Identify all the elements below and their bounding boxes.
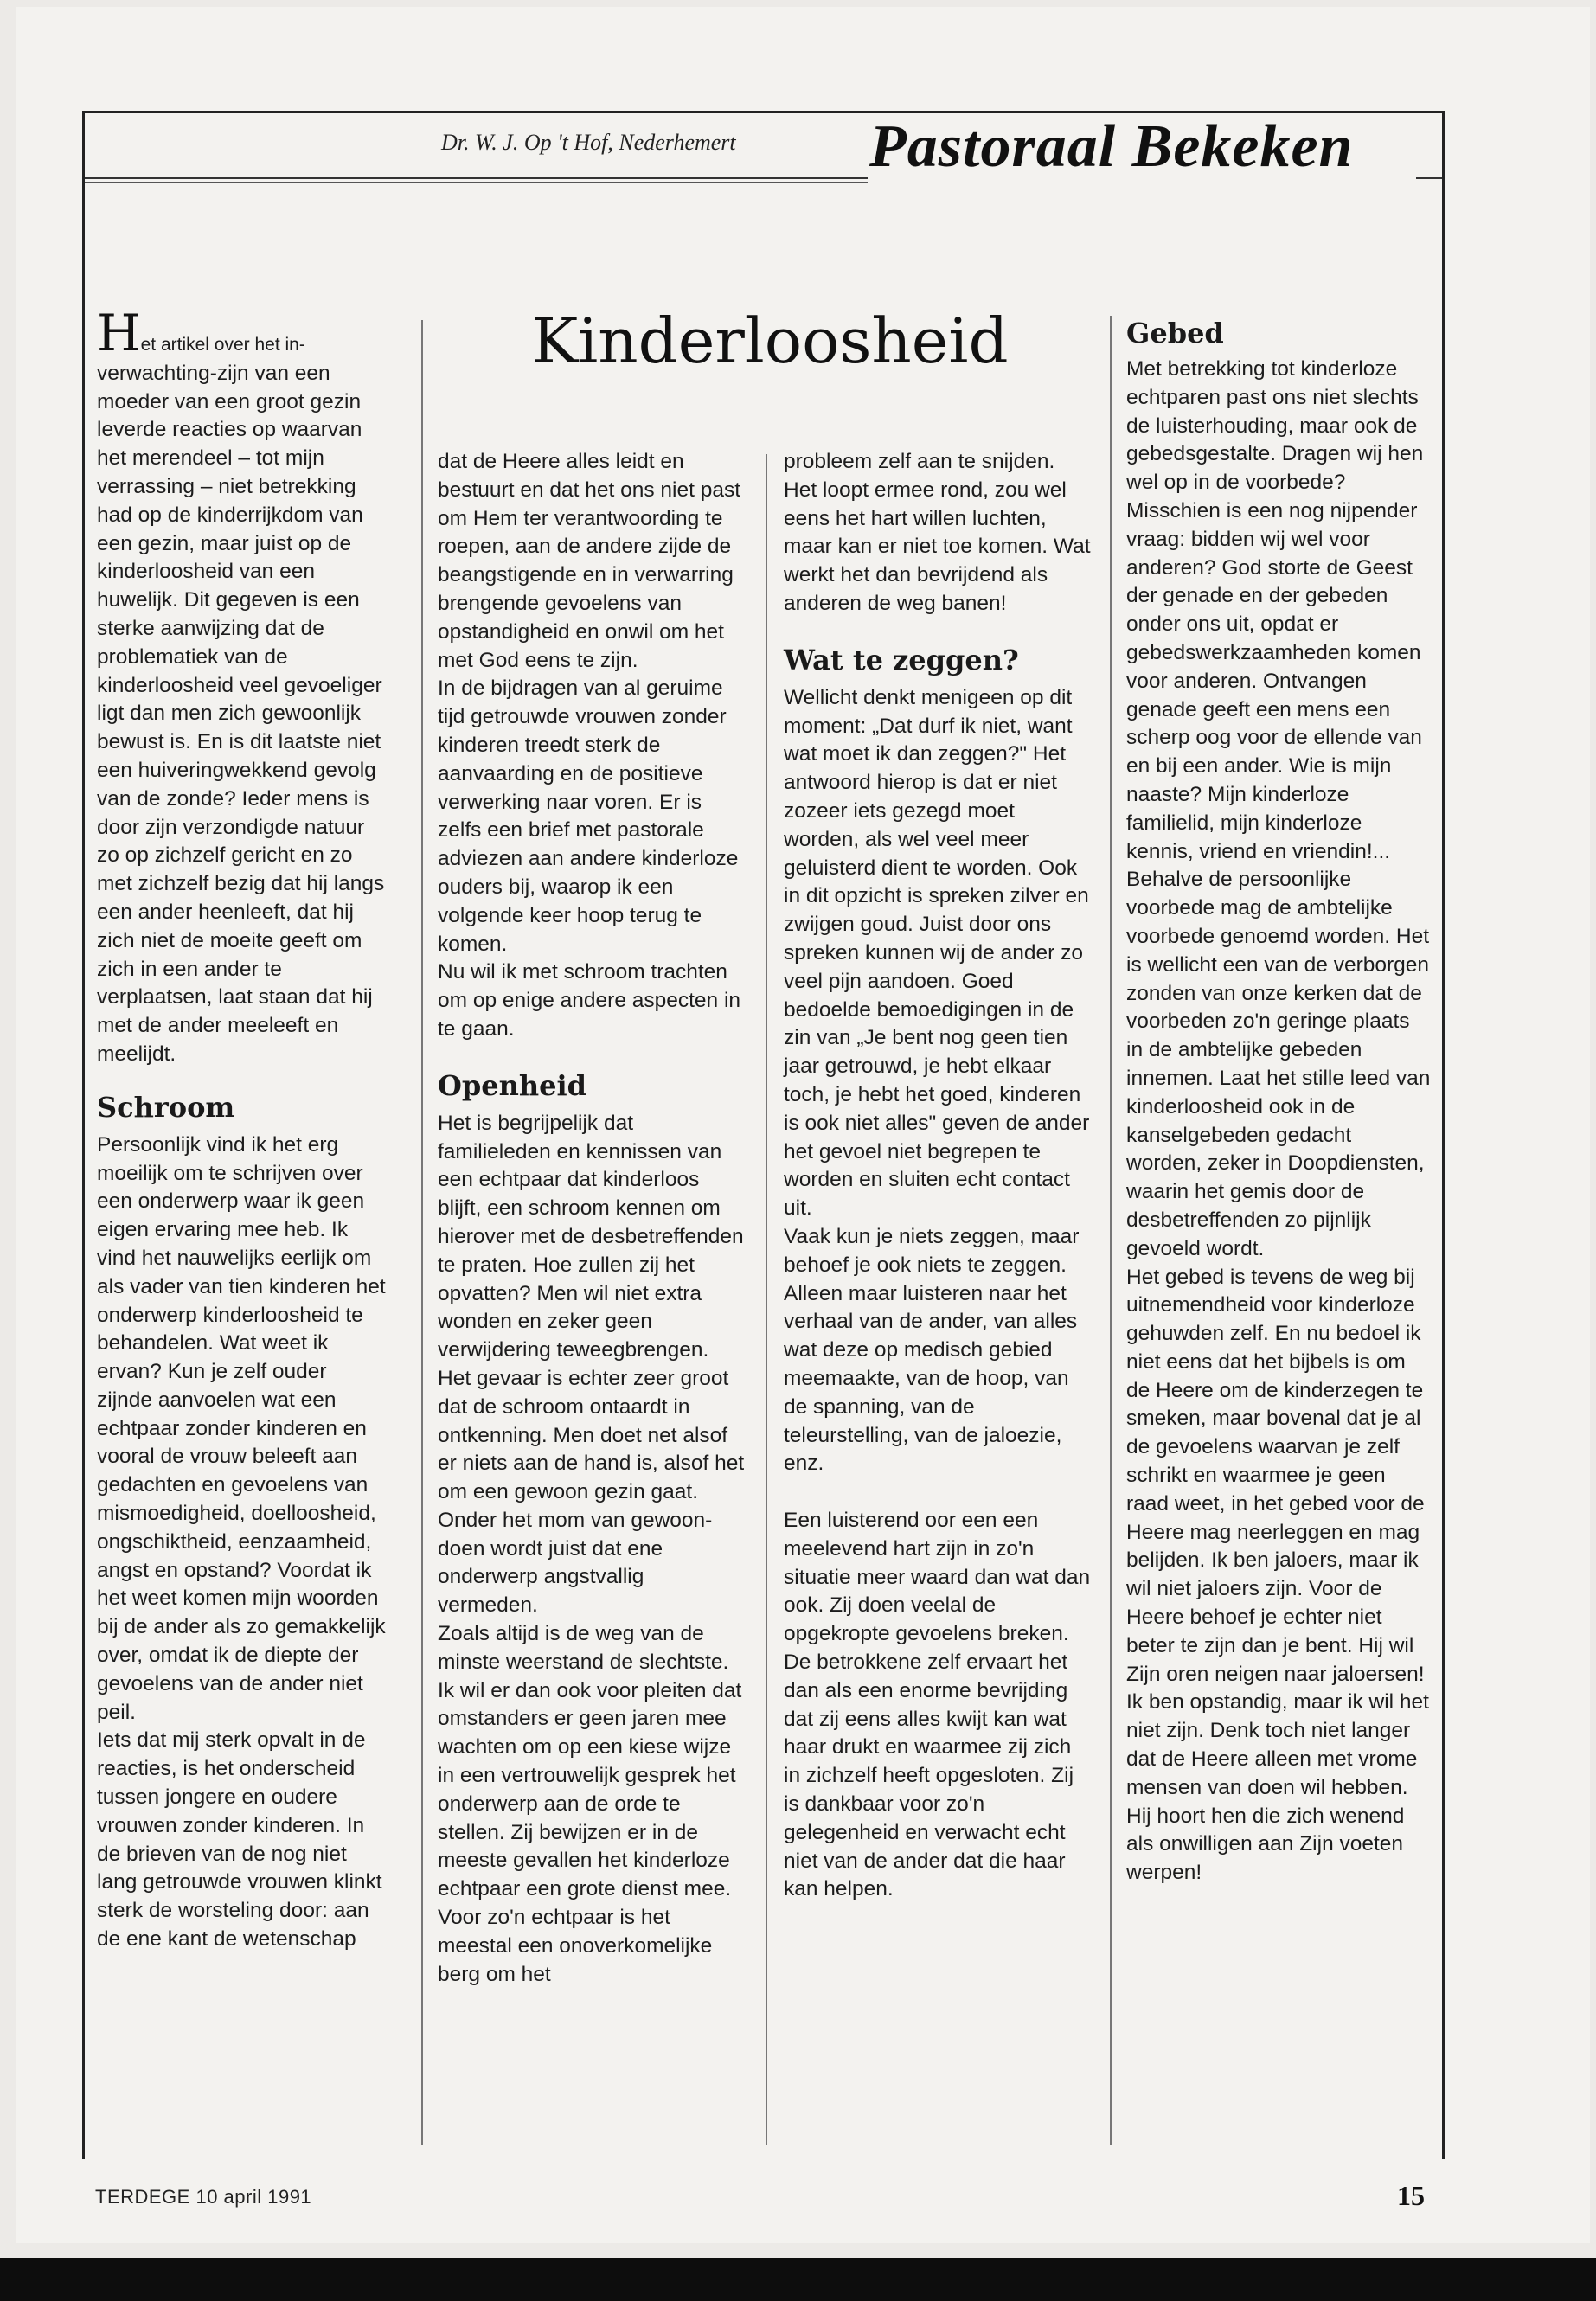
heading-schroom: Schroom [97,1090,235,1124]
column-divider-3 [1110,316,1112,2145]
paragraph: Nu wil ik met schroom trachten om op enige andere aspecten in te gaan. [438,960,741,1041]
paragraph: Zoals altijd is de weg van de minste weerstand de slechtste. Ik wil er dan ook voor pleiten dat omstanders er geen jaren mee wachten om op een kiese wijze in een vertrouwelijk gesprek het onderwerp aan de orde te stellen. Zij bewijzen er in de meeste gevallen het kinderloze echtpaar een grote dienst mee. Voor zo'n echtpaar is het meestal een onoverkomelijke berg om het [438,1622,742,1986]
paragraph: dat de Heere alles leidt en bestuurt en dat het ons niet past om Hem ter verantwoording te roepen, aan de andere zijde de beangstigende en in verwarring brengende gevoelens van opstandigheid en onwil om het met God eens te zijn. [438,450,741,672]
column-2 [438,448,745,1989]
paragraph: probleem zelf aan te snijden. Het loopt ermee rond, zou wel eens het hart willen luchten, maar kan er niet toe komen. Wat werkt het dan bevrijdend als anderen de weg banen! [784,450,1091,615]
section-title: Pastoraal Bekeken [869,113,1354,180]
intro-paragraph [97,304,387,1069]
paragraph: Vaak kun je niets zeggen, maar behoef je ook niets te zeggen. Alleen maar luisteren naar het verhaal van de ander, van alles wat deze op medisch gebied meemaakte, van de hoop, van de spanning, van de teleurstelling, van de jaloezie, enz. [784,1224,1080,1476]
heading-openheid: Openheid [438,1068,587,1102]
author-byline: Dr. W. J. Op 't Hof, Nederhemert [441,130,736,155]
drop-cap: H [97,304,141,362]
column-4 [1126,316,1431,1888]
page-number: 15 [1397,2180,1425,2211]
paragraph: Persoonlijk vind ik het erg moeilijk om te schrijven over een onderwerp waar ik geen eigen ervaring mee heb. Ik vind het nauwelijks eerlijk om als vader van tien kinderen het onderwerp kinderloosheid te behandelen. Wat weet ik ervan? Kun je zelf ouder zijnde aanvoelen wat een echtpaar zonder kinderen en vooral de vrouw beleeft aan gedachten en gevoelens van mismoedigheid, doelloosheid, ongschiktheid, eenzaamheid, angst en opstand? Voordat ik het weet komen mijn woorden bij de ander als zo gemakkelijk over, omdat ik de diepte der gevoelens van de ander niet peil. [97,1132,386,1724]
column-1 [97,304,387,1954]
frame-left-border [82,111,85,2159]
column-divider-1 [421,320,423,2145]
paragraph: Een luisterend oor een een meelevend hart zijn in zo'n situatie meer waard dan wat dan ook. Zij doen veelal de opgekropte gevoelens breken. De betrokkene zelf ervaart het dan als een enorme bevrijding dat zij eens alles kwijt kan wat haar drukt en waarmee zij zich in zichzelf heeft opgesloten. Zij is dankbaar voor zo'n gelegenheid en verwacht echt niet van de ander dat die haar kan helpen. [784,1509,1091,1901]
header-rule-thin [85,182,868,183]
heading-gebed: Gebed [1126,317,1224,349]
intro-lead: et artikel over het in- [140,335,305,355]
paragraph: Wellicht denkt menigeen op dit moment: „Dat durf ik niet, want wat moet ik dan zeggen?" Het antwoord hierop is dat er niet zozeer iets gezegd moet worden, als wel veel meer geluisterd dient te worden. Ook in dit opzicht is spreken zilver en zwijgen goud. Juist door ons spreken kunnen wij de ander zo veel pijn aandoen. Goed bedoelde bemoedigingen in de zin van „Je bent nog geen tien jaar getrouwd, je hebt elkaar toch, je hebt het goed, kinderen is ook niet alles" geven de ander het gevoel niet begrepen te worden en sluiten echt contact uit. [784,685,1090,1221]
column-divider-2 [766,454,767,2145]
heading-wat-te-zeggen: Wat te zeggen? [784,643,1019,676]
article-title: Kinderloosheid [531,304,1009,377]
frame-right-border [1442,111,1445,2159]
column-3 [784,448,1091,1904]
paragraph: Het gebed is tevens de weg bij uitnemendheid voor kinderloze gehuwden zelf. En nu bedoel ik niet eens dat het bijbels is om de Heere om de kinderzegen te smeken, maar bovenal dat je al de gevoelens waarvan je zelf schrikt en waarmee je geen raad weet, in het gebed voor de Heere mag neerleggen en mag belijden. Ik ben jaloers, maar ik wil niet jaloers zijn. Voor de Heere behoef je echter niet beter te zijn dan je bent. Hij wil Zijn oren neigen naar jaloersen! Ik ben opstandig, maar ik wil het niet zijn. Denk toch niet langer dat de Heere alleen met vrome mensen van doen wil hebben. Hij hoort hen die zich wenend als onwilligen aan Zijn voeten werpen! [1126,1265,1429,1885]
paragraph: Met betrekking tot kinderloze echtparen past ons niet slechts de luisterhouding, maar ook de gebedsgestalte. Dragen wij hen wel op in de voorbede? Misschien is een nog nijpender vraag: bidden wij wel voor anderen? God storte de Geest der genade en der gebeden onder ons uit, opdat er gebedswerkzaamheden komen voor anderen. Ontvangen genade geeft een mens een scherp oog voor de ellende van en bij een ander. Wie is mijn naaste? Mijn kinderloze familielid, mijn kinderloze kennis, vriend en vriendin!... [1126,357,1424,863]
paragraph: Het is begrijpelijk dat familieleden en kennissen van een echtpaar dat kinderloos blijft, een schroom kennen om hierover met de desbetreffenden te praten. Hoe zullen zij het opvatten? Men wil niet extra wonden en zeker geen verwijdering teweegbrengen. Het gevaar is echter zeer groot dat de schroom ontaardt in ontkenning. Men doet net alsof er niets aan de hand is, alsof het om een gewoon gezin gaat. [438,1111,745,1504]
intro-text: verwachting-zijn van een moeder van een groot gezin leverde reacties op waarvan het merendeel – tot mijn verrassing – niet betrekking had op de kinderrijkdom van een gezin, maar juist op de kinderloosheid van een huwelijk. Dit gegeven is een sterke aanwijzing dat de problematiek van de kinderloosheid veel gevoeliger ligt dan men zich gewoonlijk bewust is. En is dit laatste niet een huiveringwekkend gevolg van de zonde? Ieder mens is door zijn verzondigde natuur zo op zichzelf gericht en zo met zichzelf bezig dat hij langs een ander heenleeft, dat hij zich niet de moeite geeft om zich in een ander te verplaatsen, laat staan dat hij met de ander meeleeft en meelijdt. [97,361,385,1066]
paragraph: Behalve de persoonlijke voorbede mag de ambtelijke voorbede genoemd worden. Het is wellicht een van de verborgen zonden van onze kerken dat de voorbeden zo'n geringe plaats in de ambtelijke gebeden innemen. Laat het stille leed van kinderloosheid ook in de kanselgebeden gedacht worden, zeker in Doopdiensten, waarin het gemis door de desbetreffenden zo pijnlijk gevoeld wordt. [1126,868,1431,1260]
magazine-footer: TERDEGE 10 april 1991 [95,2186,312,2208]
header-rule [85,177,868,179]
paragraph: Iets dat mij sterk opvalt in de reacties, is het onderscheid tussen jongere en oudere vrouwen zonder kinderen. In de brieven van de nog niet lang getrouwde vrouwen klinkt sterk de worsteling door: aan de ene kant de wetenschap [97,1728,382,1952]
scan-bottom-edge [0,2258,1596,2301]
paragraph: Onder het mom van gewoon-doen wordt juist dat ene onderwerp angstvallig vermeden. [438,1508,713,1618]
paragraph: In de bijdragen van al geruime tijd getrouwde vrouwen zonder kinderen treedt sterk de aanvaarding en de positieve verwerking naar voren. Er is zelfs een brief met pastorale adviezen aan andere kinderloze ouders bij, waarop ik een volgende keer hoop terug te komen. [438,676,739,956]
